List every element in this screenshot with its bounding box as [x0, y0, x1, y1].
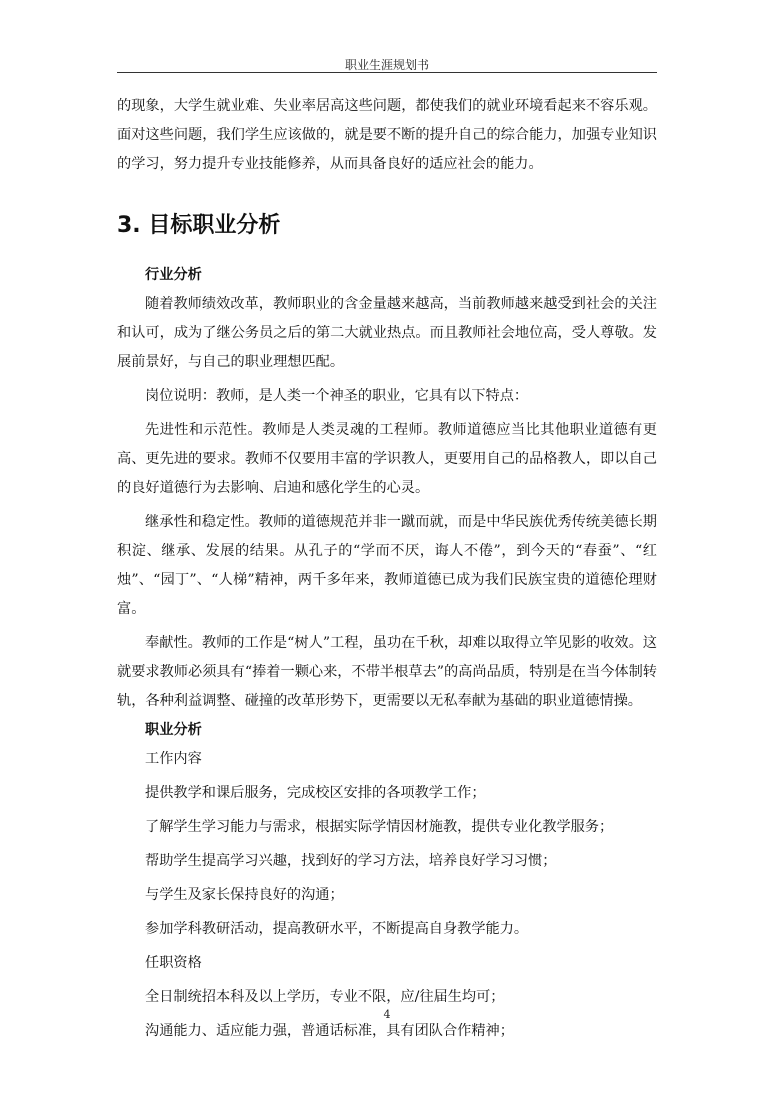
work-item: 提供教学和课后服务，完成校区安排的各项教学工作； — [145, 785, 486, 801]
work-item: 了解学生学习能力与需求，根据实际学情因材施教，提供专业化教学服务； — [145, 819, 614, 835]
page-number: 4 — [383, 1008, 391, 1021]
qualifications-label: 任职资格 — [145, 955, 202, 971]
qualification-item: 全日制统招本科及以上学历，专业不限，应/往届生均可； — [145, 989, 505, 1005]
work-item: 参加学科教研活动，提高教研水平，不断提高自身教学能力。 — [145, 921, 529, 937]
intro-paragraph: 的现象，大学生就业难、失业率居高这些问题，都使我们的就业环境看起来不容乐观。面对这些问题，我们学生应该做的，就是要不断的提升自己的综合能力，加强专业知识的学习，努力提升专业技能修养，从而具备良好的适应社会的能力。 — [117, 98, 657, 172]
post-description: 岗位说明：教师，是人类一个神圣的职业，它具有以下特点： — [145, 388, 529, 404]
industry-paragraph: 随着教师绩效改革，教师职业的含金量越来越高，当前教师越来越受到社会的关注和认可，成为了继公务员之后的第二大就业热点。而且教师社会地位高，受人尊敬。发展前景好，与自己的职业理想匹配。 — [117, 296, 657, 370]
industry-analysis-heading: 行业分析 — [145, 267, 202, 283]
document-body — [117, 92, 657, 1046]
work-item: 帮助学生提高学习兴趣，找到好的学习方法，培养良好学习习惯； — [145, 853, 557, 869]
page-header-title: 职业生涯规划书 — [344, 58, 429, 72]
trait-paragraph-2: 继承性和稳定性。教师的道德规范并非一蹴而就，而是中华民族优秀传统美德长期积淀、继承、发展的结果。从孔子的“学而不厌，诲人不倦”，到今天的“春蚕”、“红烛”、“园丁”、“人梯”精神，两千多年来，教师道德已成为我们民族宝贵的道德伦理财富。 — [117, 514, 657, 617]
trait-paragraph-3: 奉献性。教师的工作是“树人”工程，虽功在千秋，却难以取得立竿见影的收效。这就要求教师必须具有“捧着一颗心来，不带半根草去”的高尚品质，特别是在当今体制转轨，各种利益调整、碰撞的改革形势下，更需要以无私奉献为基础的职业道德情操。 — [117, 635, 657, 709]
header-divider — [117, 72, 657, 73]
section-heading: 3. 目标职业分析 — [117, 213, 281, 238]
occupation-analysis-heading: 职业分析 — [145, 722, 202, 738]
qualification-item: 沟通能力、适应能力强，普通话标准，具有团队合作精神； — [145, 1023, 514, 1039]
work-content-label: 工作内容 — [145, 751, 202, 767]
work-item: 与学生及家长保持良好的沟通； — [145, 887, 344, 903]
trait-paragraph-1: 先进性和示范性。教师是人类灵魂的工程师。教师道德应当比其他职业道德有更高、更先进的要求。教师不仅要用丰富的学识教人，更要用自己的品格教人，即以自己的良好道德行为去影响、启迪和感化学生的心灵。 — [117, 422, 657, 496]
